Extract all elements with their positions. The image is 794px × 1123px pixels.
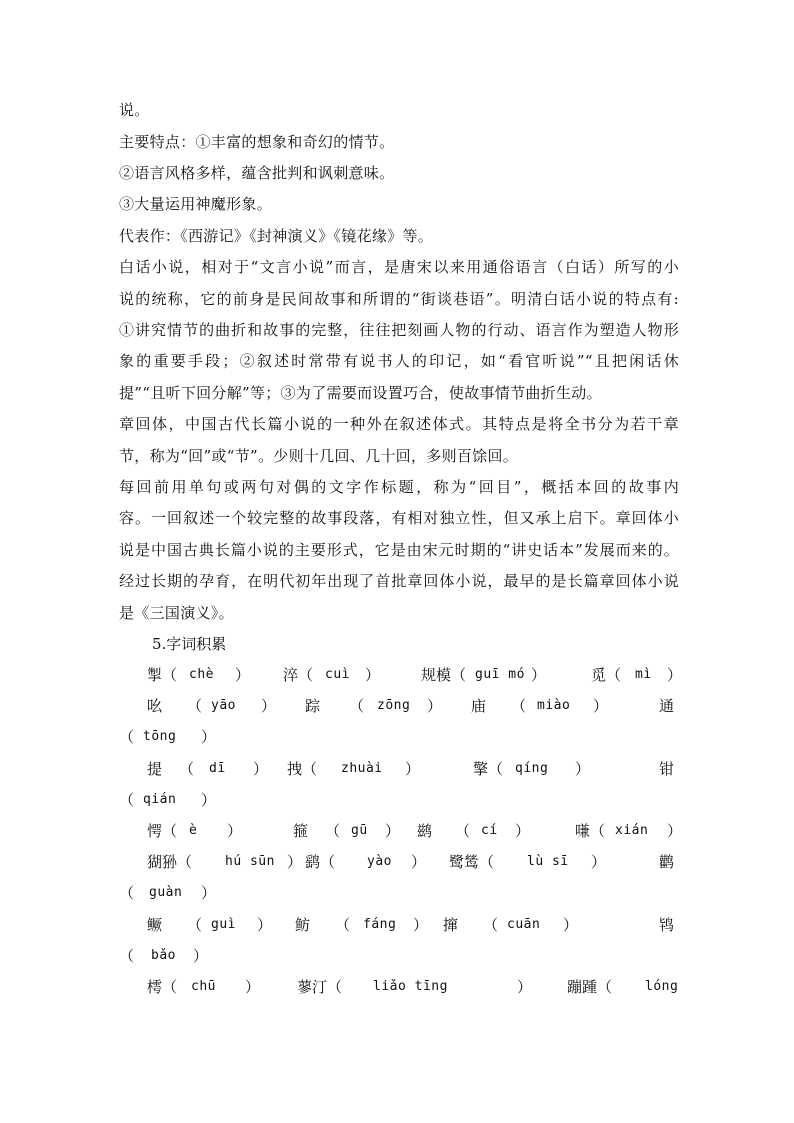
vocab-word: （ [187,916,203,934]
paragraph-line: ②语言风格多样，蕴含批判和讽刺意味。 [119,164,395,182]
vocab-pinyin: dī [209,761,226,776]
vocab-word: ） [517,978,533,996]
vocab-word: ） [531,666,547,684]
vocab-word: ） [411,853,427,871]
vocab-pinyin: cuān [507,917,541,932]
vocab-pinyin: tōng [143,729,177,744]
vocab-word: 鳜 [147,916,163,934]
vocab-row [119,915,679,935]
vocab-word: 愕（ [147,822,178,840]
vocab-word: （ [511,697,527,715]
vocab-row [119,665,683,685]
paragraph-line: 象的重要手段；②叙述时常带有说书人的印记，如“看官听说”“且把闲话休 [119,352,679,370]
vocab-word: 吆 [147,697,163,715]
vocab-word: ） [245,978,261,996]
vocab-pinyin: mì [635,667,652,682]
vocab-pinyin: lù sī [527,854,569,869]
vocab-word: ） [287,853,303,871]
paragraph-line: 代表作：《西游记》《封神演义》《镜花缘》等。 [119,227,434,245]
paragraph-line: 提”“且听下回分解”等；③为了需要而设置巧合，使故事情节曲折生动。 [119,384,602,402]
vocab-word: 箍 [293,822,309,840]
vocab-pinyin: liǎo tīng [373,979,448,994]
vocab-row [119,977,679,997]
vocab-word: ） [257,916,273,934]
vocab-word: （ [119,884,135,902]
vocab-row [119,696,679,716]
vocab-pinyin: cuì [325,667,350,682]
paragraph-line: ①讲究情节的曲折和故事的完整，往往把刻画人物的行动、语言作为塑造人物形 [119,321,679,339]
vocab-word: 鸨 [659,916,675,934]
vocab-word: 擎（ [473,760,504,778]
vocab-row [119,883,679,903]
vocab-word: ） [405,760,421,778]
vocab-word: ） [667,822,683,840]
vocab-word: 鹞（ [305,853,336,871]
vocab-word: 规模（ [421,666,467,684]
vocab-pinyin: lóng [645,979,679,994]
vocab-word: 踪 [305,697,321,715]
vocab-word: 掣（ [147,666,178,684]
vocab-word: （ [335,916,351,934]
vocab-word: ） [385,822,401,840]
vocab-word: ） [563,916,579,934]
vocab-row [119,821,683,841]
vocab-word: （ [187,697,203,715]
vocab-word: （ [119,791,135,809]
vocab-row [119,759,679,779]
vocab-pinyin: miào [537,698,571,713]
vocab-word: （ [119,947,135,965]
vocab-word: （ [325,822,341,840]
paragraph-line: 说是中国古典长篇小说的主要形式，它是由宋元时期的“讲史话本”发展而来的。 [119,541,679,559]
vocab-word: （ [179,760,195,778]
vocab-pinyin: guì [211,917,236,932]
vocab-word: 蓼汀（ [297,978,343,996]
paragraph-line: 主要特点：①丰富的想象和奇幻的情节。 [119,133,395,151]
vocab-pinyin: gū [351,823,368,838]
vocab-word: 觅（ [591,666,622,684]
vocab-pinyin: xián [615,823,649,838]
vocab-word: ） [235,666,251,684]
vocab-pinyin: qíng [515,761,549,776]
vocab-word: ） [253,760,269,778]
vocab-word: ） [365,666,381,684]
vocab-pinyin: zhuài [341,761,383,776]
vocab-word: 蹦踵（ [567,978,613,996]
paragraph-line: ③大量运用神魔形象。 [119,195,273,213]
vocab-word: 鹳 [659,853,675,871]
vocab-pinyin: è [189,823,198,838]
paragraph-line: 经过长期的孕育，在明代初年出现了首批章回体小说，最早的是长篇章回体小说 [119,572,679,590]
vocab-word: 嗛（ [575,822,606,840]
vocab-pinyin: guàn [149,885,183,900]
vocab-pinyin: chè [189,667,214,682]
vocab-pinyin: zōng [377,698,411,713]
vocab-word: ） [593,697,609,715]
vocab-word: 拽（ [287,760,318,778]
vocab-word: （ [483,916,499,934]
paragraph-line: 节，称为“回”或“节”。少则十几回、几十回，多则百馀回。 [119,447,519,465]
vocab-word: 通 [659,697,675,715]
vocab-word: ） [575,760,591,778]
vocab-word: ） [261,697,277,715]
paragraph-line: 白话小说，相对于“文言小说”而言，是唐宋以来用通俗语言（白话）所写的小 [119,258,679,276]
vocab-word: 鹭鸶（ [449,853,495,871]
vocab-word: ） [515,822,531,840]
vocab-word: （ [349,697,365,715]
vocab-word: 淬（ [283,666,314,684]
vocab-word: ） [201,884,217,902]
section-heading: 5.字词积累 [152,635,227,653]
vocab-pinyin: hú sūn [225,854,275,869]
vocab-pinyin: bǎo [151,948,176,963]
paragraph-line: 章回体，中国古代长篇小说的一种外在叙述体式。其特点是将全书分为若干章 [119,415,679,433]
vocab-word: （ [455,822,471,840]
vocab-pinyin: qián [143,792,177,807]
vocab-word: ） [201,791,217,809]
vocab-pinyin: guī mó [475,667,525,682]
vocab-word: 钳 [659,760,675,778]
paragraph-line: 容。一回叙述一个较完整的故事段落，有相对独立性，但又承上启下。章回体小 [119,509,679,527]
vocab-word: 鹚 [417,822,433,840]
paragraph-line: 说的统称，它的前身是民间故事和所谓的“街谈巷语”。明清白话小说的特点有: [119,290,679,308]
vocab-word: 提 [147,760,163,778]
vocab-pinyin: yào [367,854,392,869]
vocab-word: ） [413,916,429,934]
vocab-pinyin: chū [191,979,216,994]
vocab-word: 鲂 [295,916,311,934]
vocab-word: （ [119,728,135,746]
vocab-word: 猢狲（ [147,853,193,871]
vocab-word: 撺 [443,916,459,934]
vocab-pinyin: yāo [211,698,236,713]
vocab-word: ） [427,697,443,715]
vocab-word: ） [667,666,683,684]
vocab-row [119,727,679,747]
vocab-pinyin: fáng [363,917,397,932]
vocab-word: ） [201,728,217,746]
vocab-row [119,790,679,810]
vocab-word: 樗（ [147,978,178,996]
paragraph-line: 是《三国演义》。 [119,604,234,622]
vocab-row [119,946,679,966]
vocab-word: ） [227,822,243,840]
paragraph-line: 每回前用单句或两句对偶的文字作标题，称为“回目”，概括本回的故事内 [119,478,679,496]
vocab-row [119,852,679,872]
vocab-pinyin: cí [481,823,498,838]
vocab-word: ） [591,853,607,871]
vocab-word: ） [193,947,209,965]
paragraph-line: 说。 [119,101,150,119]
vocab-word: 庙 [471,697,487,715]
